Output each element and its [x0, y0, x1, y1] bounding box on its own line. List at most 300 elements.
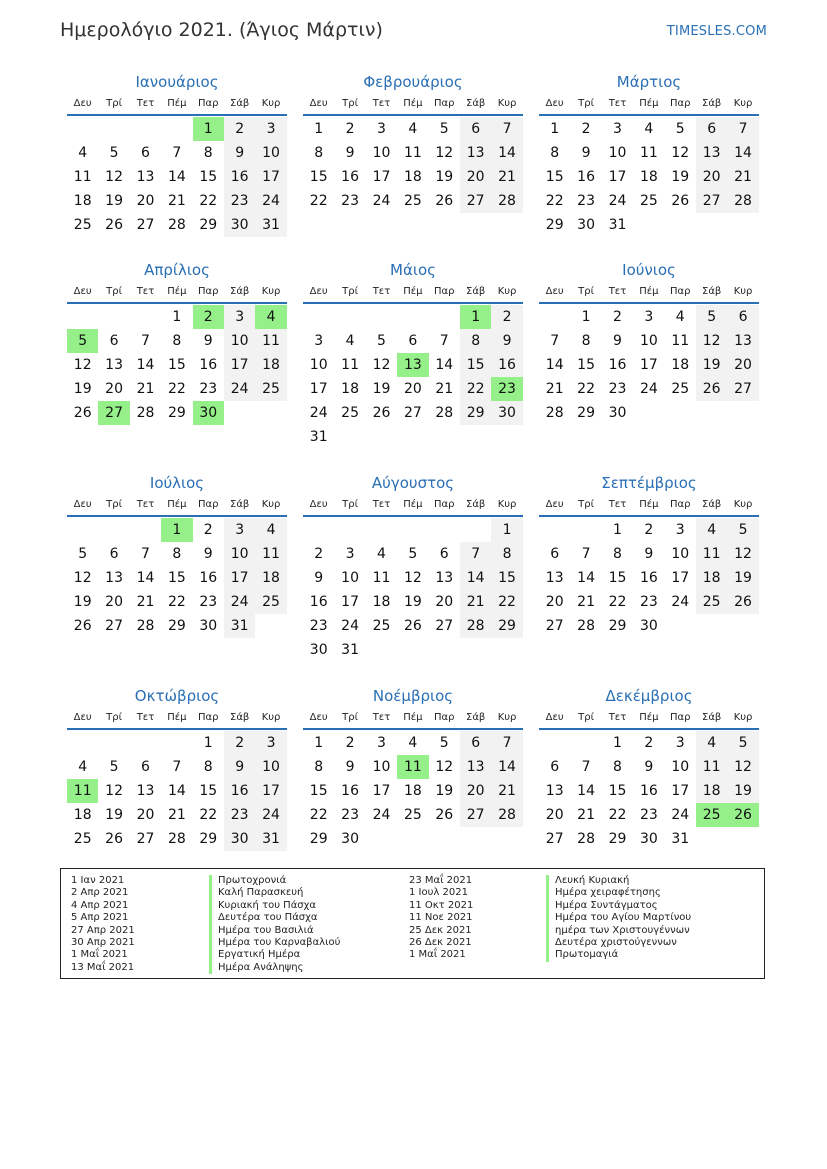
day-cell: 8	[581, 333, 591, 349]
weekday-label: Πέμ	[403, 286, 423, 297]
day-cell: 26	[696, 377, 727, 401]
empty-cell	[161, 731, 192, 755]
day-cell: 23	[639, 807, 658, 823]
day-cell: 5	[78, 546, 88, 562]
legend-entry: 11 Νοε 2021	[409, 912, 473, 924]
empty-cell	[539, 731, 570, 755]
day-cell: 20	[545, 807, 564, 823]
day-cell: 17	[255, 779, 286, 803]
empty-cell	[429, 305, 460, 329]
day-cell: 20	[435, 594, 454, 610]
legend-entry: ημέρα των Χριστουγέννων	[546, 925, 691, 937]
day-cell: 24	[608, 193, 627, 209]
day-cell: 26	[403, 618, 422, 634]
weekday-label: Δευ	[545, 286, 564, 297]
weekday-label: Σάβ	[466, 286, 486, 297]
day-cell: 27	[545, 831, 564, 847]
legend-entry: Δευτέρα του Πάσχα	[209, 912, 340, 924]
day-cell: 5	[696, 305, 727, 329]
day-cell: 28	[435, 405, 454, 421]
day-cell: 1	[172, 309, 182, 325]
day-cell: 16	[224, 779, 255, 803]
day-cell: 8	[172, 546, 182, 562]
day-cell: 12	[105, 783, 123, 799]
weekday-header	[303, 711, 523, 730]
day-cell: 16	[199, 357, 218, 373]
holiday-day-cell: 2	[193, 305, 224, 329]
day-cell: 12	[73, 570, 92, 586]
day-cell: 18	[372, 594, 391, 610]
day-cell: 21	[136, 381, 155, 397]
day-cell: 2	[345, 735, 355, 751]
day-cell: 4	[78, 759, 88, 775]
day-cell: 24	[671, 594, 690, 610]
legend-entry: 23 Μαΐ 2021	[409, 875, 473, 886]
legend-entry: 1 Μαΐ 2021	[71, 949, 128, 961]
day-cell: 4	[696, 731, 727, 755]
day-cell: 3	[255, 117, 286, 141]
day-grid	[67, 305, 287, 425]
day-cell: 5	[408, 546, 418, 562]
month-3	[539, 70, 759, 237]
empty-cell	[67, 117, 98, 141]
day-cell: 16	[639, 783, 658, 799]
holiday-day-cell: 1	[161, 518, 192, 542]
weekday-label: Τρί	[342, 712, 358, 723]
month-name: Σεπτέμβριος	[601, 474, 697, 492]
day-cell: 20	[545, 594, 564, 610]
weekday-label: Κυρ	[497, 712, 517, 723]
weekday-label: Κυρ	[733, 712, 753, 723]
day-cell: 15	[577, 357, 595, 373]
day-cell: 3	[644, 309, 654, 325]
weekday-label: Πέμ	[639, 286, 659, 297]
day-cell: 14	[577, 570, 595, 586]
weekday-header	[67, 97, 287, 116]
day-cell: 20	[696, 165, 727, 189]
day-cell: 14	[491, 141, 522, 165]
day-cell: 27	[136, 217, 155, 233]
day-cell: 22	[199, 193, 218, 209]
weekday-label: Κυρ	[733, 98, 753, 109]
legend-names-col-2	[546, 875, 691, 962]
day-cell: 19	[727, 779, 758, 803]
weekday-label: Παρ	[670, 712, 691, 723]
weekday-header	[539, 285, 759, 304]
day-cell: 1	[613, 735, 622, 751]
day-cell: 4	[377, 546, 386, 562]
day-cell: 14	[136, 357, 155, 373]
day-cell: 20	[105, 381, 123, 397]
day-cell: 22	[608, 807, 627, 823]
weekday-label: Πέμ	[167, 712, 187, 723]
month-name: Οκτώβριος	[134, 687, 220, 705]
day-cell: 24	[639, 381, 658, 397]
day-cell: 4	[408, 735, 418, 751]
day-cell: 3	[224, 305, 255, 329]
day-cell: 21	[460, 590, 491, 614]
day-cell: 10	[608, 145, 627, 161]
day-cell: 28	[136, 405, 155, 421]
day-cell: 20	[460, 779, 491, 803]
day-cell: 24	[671, 807, 690, 823]
empty-cell	[303, 518, 334, 542]
day-cell: 24	[372, 807, 391, 823]
day-cell: 25	[639, 193, 658, 209]
day-cell: 27	[460, 189, 491, 213]
day-cell: 23	[309, 618, 328, 634]
empty-cell	[570, 731, 601, 755]
day-cell: 21	[577, 807, 595, 823]
weekday-label: Κυρ	[497, 499, 517, 510]
legend-entry: 1 Ιουλ 2021	[409, 887, 468, 899]
day-cell: 27	[545, 618, 564, 634]
weekday-label: Τετ	[372, 98, 391, 109]
legend-entry: 13 Μαΐ 2021	[71, 961, 135, 973]
day-cell: 7	[172, 759, 182, 775]
day-cell: 21	[167, 193, 186, 209]
day-cell: 23	[608, 381, 627, 397]
day-cell: 19	[73, 594, 92, 610]
holiday-day-cell: 11	[397, 755, 428, 779]
empty-cell	[570, 518, 601, 542]
day-cell: 12	[435, 145, 454, 161]
empty-cell	[334, 518, 365, 542]
month-name: Αύγουστος	[371, 474, 455, 492]
day-cell: 25	[671, 381, 690, 397]
day-cell: 2	[644, 522, 654, 538]
empty-cell	[130, 117, 161, 141]
weekday-label: Τετ	[372, 712, 391, 723]
weekday-label: Σάβ	[702, 286, 722, 297]
day-cell: 23	[224, 189, 255, 213]
day-cell: 27	[696, 189, 727, 213]
legend-entry: Ημέρα Συντάγματος	[546, 900, 691, 912]
day-cell: 22	[167, 381, 186, 397]
day-cell: 11	[255, 329, 286, 353]
day-cell: 5	[109, 759, 119, 775]
day-cell: 13	[460, 141, 491, 165]
weekday-header	[303, 97, 523, 116]
day-cell: 7	[172, 145, 182, 161]
day-cell: 25	[403, 193, 422, 209]
day-cell: 13	[727, 329, 758, 353]
day-cell: 29	[491, 614, 522, 638]
day-cell: 5	[377, 333, 386, 349]
day-cell: 13	[696, 141, 727, 165]
day-cell: 17	[224, 353, 255, 377]
weekday-label: Τρί	[342, 98, 358, 109]
day-grid	[303, 117, 523, 213]
month-name: Φεβρουάριος	[363, 73, 463, 91]
day-cell: 25	[255, 377, 286, 401]
day-cell: 4	[408, 121, 418, 137]
day-cell: 16	[199, 570, 218, 586]
day-cell: 12	[403, 570, 422, 586]
day-cell: 23	[224, 803, 255, 827]
weekday-label: Τετ	[136, 499, 155, 510]
month-name: Απρίλιος	[144, 261, 210, 279]
day-cell: 13	[460, 755, 491, 779]
day-cell: 7	[581, 546, 591, 562]
day-cell: 18	[73, 807, 92, 823]
day-cell: 23	[639, 594, 658, 610]
month-2	[303, 70, 523, 213]
weekday-label: Πέμ	[639, 98, 659, 109]
day-cell: 19	[372, 381, 391, 397]
day-cell: 12	[727, 542, 758, 566]
day-cell: 15	[199, 169, 218, 185]
month-name: Νοέμβριος	[372, 687, 454, 705]
day-cell: 26	[435, 807, 454, 823]
day-cell: 2	[581, 121, 591, 137]
weekday-label: Παρ	[434, 499, 455, 510]
day-cell: 22	[577, 381, 595, 397]
weekday-header	[67, 711, 287, 730]
weekday-label: Σάβ	[702, 98, 722, 109]
day-cell: 8	[314, 145, 324, 161]
day-cell: 11	[696, 542, 727, 566]
weekday-label: Δευ	[309, 98, 328, 109]
day-cell: 20	[136, 193, 155, 209]
day-cell: 12	[696, 329, 727, 353]
empty-cell	[67, 305, 98, 329]
weekday-label: Τετ	[608, 286, 627, 297]
month-11	[303, 684, 523, 851]
month-1	[67, 70, 287, 237]
day-cell: 28	[491, 189, 522, 213]
weekday-label: Τρί	[106, 499, 122, 510]
day-cell: 23	[199, 381, 218, 397]
day-cell: 27	[435, 618, 454, 634]
month-name: Ιούλιος	[149, 474, 205, 492]
day-cell: 18	[671, 357, 690, 373]
legend-entry: 26 Δεκ 2021	[409, 936, 472, 948]
holiday-day-cell: 1	[460, 305, 491, 329]
weekday-label: Πέμ	[639, 499, 659, 510]
legend-entry: Ημέρα του Βασιλιά	[209, 925, 340, 937]
empty-cell	[539, 518, 570, 542]
day-cell: 23	[577, 193, 595, 209]
day-cell: 17	[671, 783, 690, 799]
day-cell: 23	[199, 594, 218, 610]
weekday-label: Δευ	[309, 712, 328, 723]
day-cell: 30	[577, 217, 595, 233]
empty-cell	[161, 117, 192, 141]
empty-cell	[397, 305, 428, 329]
day-cell: 27	[105, 618, 123, 634]
day-cell: 31	[309, 429, 328, 445]
legend-entry: Ημέρα του Καρναβαλιού	[209, 937, 340, 949]
day-cell: 2	[644, 735, 654, 751]
day-cell: 24	[372, 193, 391, 209]
weekday-header	[67, 498, 287, 517]
day-cell: 18	[639, 169, 658, 185]
day-cell: 2	[491, 305, 522, 329]
day-cell: 28	[167, 831, 186, 847]
weekday-label: Τετ	[608, 712, 627, 723]
day-cell: 28	[460, 614, 491, 638]
day-cell: 30	[639, 831, 658, 847]
day-cell: 11	[671, 333, 690, 349]
day-cell: 19	[727, 566, 758, 590]
day-cell: 19	[73, 381, 92, 397]
empty-cell	[98, 518, 129, 542]
legend-entry: Πρωτοχρονιά	[209, 875, 340, 887]
day-cell: 25	[255, 590, 286, 614]
weekday-label: Τετ	[372, 286, 391, 297]
day-cell: 29	[167, 618, 186, 634]
day-cell: 6	[727, 305, 758, 329]
weekday-label: Τετ	[372, 499, 391, 510]
day-cell: 16	[224, 165, 255, 189]
day-cell: 15	[309, 169, 328, 185]
weekday-label: Κυρ	[733, 499, 753, 510]
weekday-label: Σάβ	[702, 712, 722, 723]
weekday-label: Σάβ	[230, 286, 250, 297]
empty-cell	[67, 518, 98, 542]
weekday-label: Τρί	[578, 499, 594, 510]
day-cell: 15	[608, 570, 627, 586]
day-cell: 27	[460, 803, 491, 827]
day-cell: 6	[460, 117, 491, 141]
weekday-label: Τρί	[578, 712, 594, 723]
day-cell: 10	[341, 570, 359, 586]
day-cell: 11	[255, 542, 286, 566]
day-cell: 9	[224, 141, 255, 165]
day-cell: 8	[314, 759, 324, 775]
day-cell: 23	[341, 193, 359, 209]
brand-link[interactable]: TIMESLES.COM	[666, 24, 767, 39]
month-name: Μάρτιος	[616, 73, 682, 91]
day-cell: 3	[675, 735, 685, 751]
day-cell: 9	[203, 333, 213, 349]
weekday-label: Σάβ	[230, 712, 250, 723]
day-cell: 14	[491, 755, 522, 779]
day-cell: 6	[109, 333, 119, 349]
day-cell: 18	[341, 381, 359, 397]
day-cell: 13	[545, 570, 564, 586]
holiday-day-cell: 13	[397, 353, 428, 377]
day-cell: 30	[199, 618, 218, 634]
day-cell: 13	[136, 783, 155, 799]
day-cell: 15	[608, 783, 627, 799]
day-cell: 16	[639, 570, 658, 586]
empty-cell	[98, 305, 129, 329]
day-cell: 5	[439, 735, 449, 751]
weekday-label: Σάβ	[466, 499, 486, 510]
day-cell: 7	[460, 542, 491, 566]
weekday-label: Πέμ	[403, 712, 423, 723]
weekday-label: Παρ	[198, 712, 219, 723]
day-cell: 22	[608, 594, 627, 610]
weekday-label: Παρ	[198, 499, 219, 510]
day-cell: 9	[345, 759, 355, 775]
day-cell: 31	[608, 217, 627, 233]
day-cell: 24	[224, 590, 255, 614]
day-cell: 25	[341, 405, 359, 421]
day-cell: 26	[671, 193, 690, 209]
day-cell: 10	[255, 755, 286, 779]
day-cell: 8	[491, 542, 522, 566]
day-cell: 20	[460, 165, 491, 189]
day-cell: 21	[491, 165, 522, 189]
day-cell: 28	[136, 618, 155, 634]
day-cell: 1	[581, 309, 591, 325]
day-cell: 18	[73, 193, 92, 209]
day-cell: 29	[545, 217, 564, 233]
holiday-day-cell: 25	[696, 803, 727, 827]
day-cell: 20	[136, 807, 155, 823]
day-cell: 30	[639, 618, 658, 634]
weekday-label: Κυρ	[261, 98, 281, 109]
day-cell: 26	[73, 405, 92, 421]
empty-cell	[539, 305, 570, 329]
weekday-label: Δευ	[545, 712, 564, 723]
day-grid	[539, 305, 759, 425]
day-cell: 20	[727, 353, 758, 377]
weekday-label: Τρί	[342, 286, 358, 297]
day-cell: 21	[167, 807, 186, 823]
day-cell: 17	[608, 169, 627, 185]
day-cell: 26	[435, 193, 454, 209]
day-cell: 26	[372, 405, 391, 421]
weekday-label: Σάβ	[230, 98, 250, 109]
month-8	[303, 471, 523, 662]
legend-entry: Καλή Παρασκευή	[209, 887, 340, 899]
day-cell: 14	[460, 566, 491, 590]
day-cell: 9	[224, 755, 255, 779]
day-cell: 22	[309, 807, 328, 823]
day-cell: 28	[167, 217, 186, 233]
weekday-label: Κυρ	[733, 286, 753, 297]
day-grid	[539, 518, 759, 638]
day-cell: 24	[255, 803, 286, 827]
weekday-label: Κυρ	[261, 712, 281, 723]
holiday-day-cell: 11	[67, 779, 98, 803]
weekday-label: Τρί	[578, 98, 594, 109]
day-cell: 22	[309, 193, 328, 209]
day-cell: 8	[203, 145, 213, 161]
day-cell: 31	[671, 831, 690, 847]
day-cell: 6	[460, 731, 491, 755]
day-cell: 21	[491, 779, 522, 803]
day-cell: 8	[613, 759, 622, 775]
day-cell: 9	[581, 145, 591, 161]
day-cell: 25	[73, 217, 92, 233]
day-grid	[67, 731, 287, 851]
weekday-label: Τετ	[608, 98, 627, 109]
weekday-label: Δευ	[309, 499, 328, 510]
day-cell: 1	[203, 735, 213, 751]
month-name: Ιανουάριος	[135, 73, 219, 91]
weekday-label: Τρί	[342, 499, 358, 510]
day-cell: 15	[309, 783, 328, 799]
day-cell: 31	[224, 614, 255, 638]
day-grid	[67, 518, 287, 638]
day-cell: 9	[345, 145, 355, 161]
day-cell: 1	[314, 121, 324, 137]
day-cell: 27	[136, 831, 155, 847]
day-cell: 4	[255, 518, 286, 542]
legend-entry: Ημέρα του Αγίου Μαρτίνου	[546, 912, 691, 924]
day-grid	[67, 117, 287, 237]
day-grid	[539, 731, 759, 851]
day-cell: 19	[105, 193, 123, 209]
day-cell: 24	[309, 405, 328, 421]
month-7	[67, 471, 287, 638]
day-cell: 28	[577, 831, 595, 847]
